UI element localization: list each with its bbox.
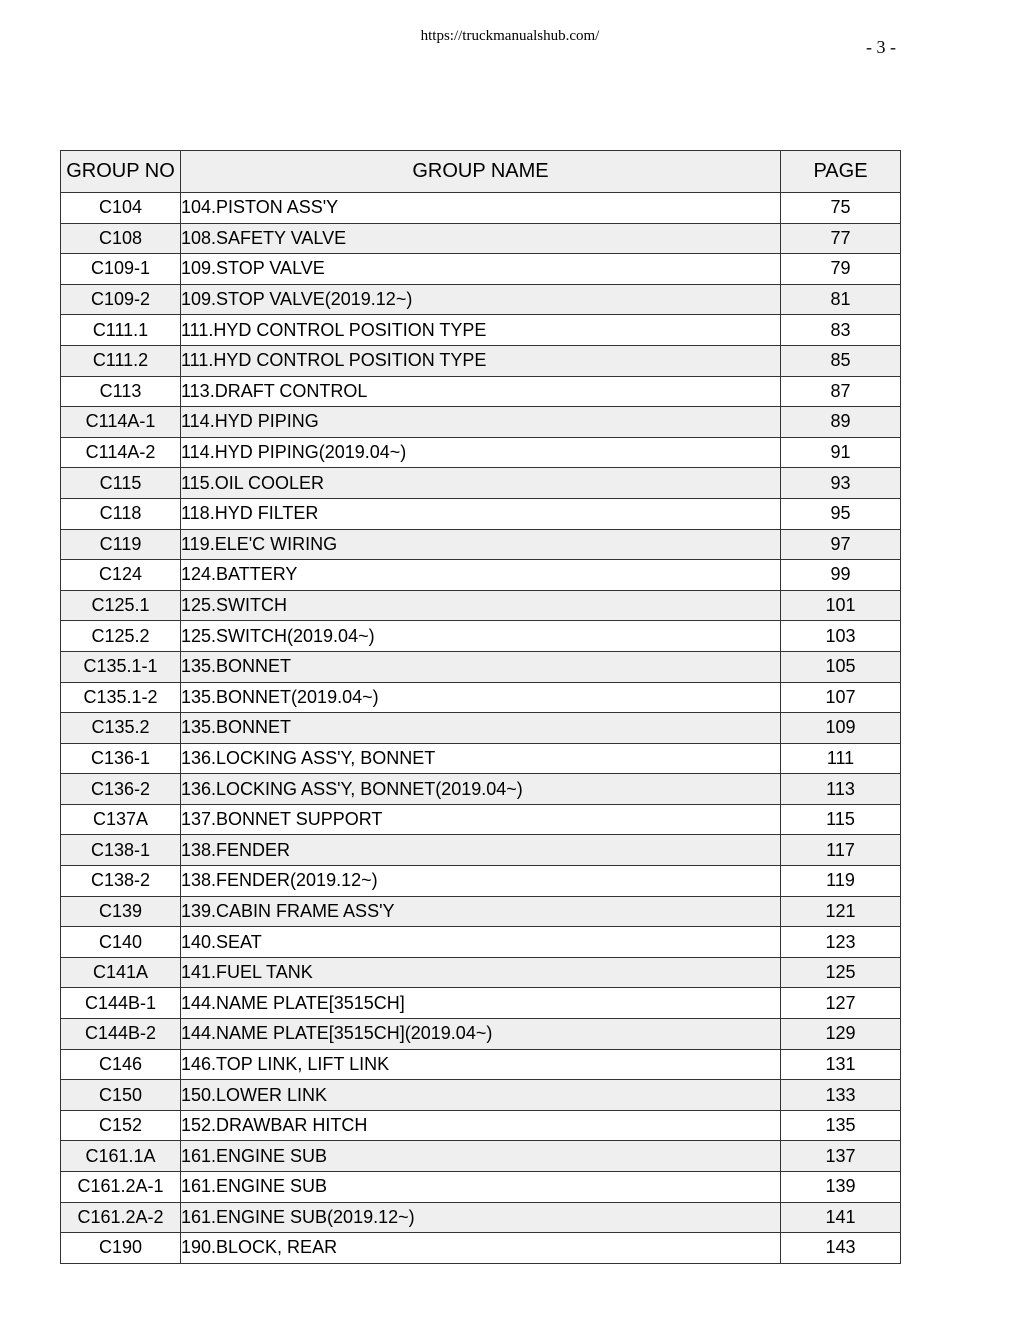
table-row — [61, 560, 901, 591]
table-row — [61, 988, 901, 1019]
group-no-cell: C161.2A-1 — [61, 1172, 181, 1203]
table-row — [61, 1049, 901, 1080]
group-name-cell: 124.BATTERY — [181, 560, 781, 591]
group-name-cell: 114.HYD PIPING — [181, 407, 781, 438]
page-cell: 75 — [781, 193, 901, 224]
group-no-cell: C136-1 — [61, 743, 181, 774]
table-row — [61, 957, 901, 988]
group-name-cell: 109.STOP VALVE(2019.12~) — [181, 284, 781, 315]
table-row — [61, 498, 901, 529]
page-cell: 125 — [781, 957, 901, 988]
group-name-cell: 135.BONNET — [181, 651, 781, 682]
group-name-cell: 146.TOP LINK, LIFT LINK — [181, 1049, 781, 1080]
group-no-cell: C140 — [61, 927, 181, 958]
group-name-cell: 125.SWITCH(2019.04~) — [181, 621, 781, 652]
column-header-group-name: GROUP NAME — [181, 151, 781, 193]
group-no-cell: C146 — [61, 1049, 181, 1080]
table-row — [61, 468, 901, 499]
table-row — [61, 193, 901, 224]
table-row — [61, 407, 901, 438]
group-no-cell: C135.1-2 — [61, 682, 181, 713]
group-name-cell: 144.NAME PLATE[3515CH](2019.04~) — [181, 1019, 781, 1050]
group-no-cell: C115 — [61, 468, 181, 499]
group-name-cell: 190.BLOCK, REAR — [181, 1233, 781, 1264]
page-cell: 91 — [781, 437, 901, 468]
column-header-group-no: GROUP NO — [61, 151, 181, 193]
group-no-cell: C152 — [61, 1110, 181, 1141]
table-row — [61, 223, 901, 254]
page-cell: 129 — [781, 1019, 901, 1050]
page-cell: 137 — [781, 1141, 901, 1172]
table-row — [61, 1080, 901, 1111]
table-row — [61, 804, 901, 835]
group-no-cell: C161.1A — [61, 1141, 181, 1172]
table-row — [61, 529, 901, 560]
group-name-cell: 119.ELE'C WIRING — [181, 529, 781, 560]
group-name-cell: 136.LOCKING ASS'Y, BONNET — [181, 743, 781, 774]
group-no-cell: C114A-1 — [61, 407, 181, 438]
page-cell: 113 — [781, 774, 901, 805]
table-row — [61, 1172, 901, 1203]
table-row — [61, 896, 901, 927]
table-row — [61, 1110, 901, 1141]
page-cell: 131 — [781, 1049, 901, 1080]
group-no-cell: C190 — [61, 1233, 181, 1264]
page-cell: 95 — [781, 498, 901, 529]
group-name-cell: 137.BONNET SUPPORT — [181, 804, 781, 835]
group-no-cell: C104 — [61, 193, 181, 224]
page-cell: 105 — [781, 651, 901, 682]
page-cell: 115 — [781, 804, 901, 835]
table-row — [61, 682, 901, 713]
page-cell: 139 — [781, 1172, 901, 1203]
group-name-cell: 115.OIL COOLER — [181, 468, 781, 499]
page-cell: 93 — [781, 468, 901, 499]
group-no-cell: C119 — [61, 529, 181, 560]
table-body — [61, 193, 901, 1264]
group-no-cell: C135.1-1 — [61, 651, 181, 682]
group-name-cell: 135.BONNET — [181, 713, 781, 744]
group-name-cell: 138.FENDER — [181, 835, 781, 866]
page-cell: 111 — [781, 743, 901, 774]
group-no-cell: C139 — [61, 896, 181, 927]
page-cell: 127 — [781, 988, 901, 1019]
page-cell: 103 — [781, 621, 901, 652]
group-no-cell: C109-2 — [61, 284, 181, 315]
page-cell: 141 — [781, 1202, 901, 1233]
table-row — [61, 590, 901, 621]
table-row — [61, 376, 901, 407]
page-cell: 121 — [781, 896, 901, 927]
page-cell: 89 — [781, 407, 901, 438]
table-row — [61, 315, 901, 346]
page-cell: 83 — [781, 315, 901, 346]
table-row — [61, 437, 901, 468]
page-cell: 109 — [781, 713, 901, 744]
table-header-row — [61, 151, 901, 193]
group-name-cell: 161.ENGINE SUB — [181, 1141, 781, 1172]
group-no-cell: C125.1 — [61, 590, 181, 621]
group-name-cell: 108.SAFETY VALVE — [181, 223, 781, 254]
page-cell: 117 — [781, 835, 901, 866]
group-no-cell: C125.2 — [61, 621, 181, 652]
group-no-cell: C144B-1 — [61, 988, 181, 1019]
column-header-page: PAGE — [781, 151, 901, 193]
table-row — [61, 1233, 901, 1264]
table-row — [61, 345, 901, 376]
group-index-table — [60, 150, 901, 1264]
group-no-cell: C150 — [61, 1080, 181, 1111]
group-no-cell: C114A-2 — [61, 437, 181, 468]
page-cell: 79 — [781, 254, 901, 285]
page-number: - 3 - — [866, 37, 896, 57]
group-name-cell: 138.FENDER(2019.12~) — [181, 866, 781, 897]
source-url: https://truckmanualshub.com/ — [420, 28, 600, 44]
page-cell: 97 — [781, 529, 901, 560]
table-row — [61, 866, 901, 897]
group-no-cell: C111.1 — [61, 315, 181, 346]
group-name-cell: 104.PISTON ASS'Y — [181, 193, 781, 224]
page-cell: 85 — [781, 345, 901, 376]
group-name-cell: 161.ENGINE SUB(2019.12~) — [181, 1202, 781, 1233]
group-name-cell: 161.ENGINE SUB — [181, 1172, 781, 1203]
group-name-cell: 140.SEAT — [181, 927, 781, 958]
group-name-cell: 114.HYD PIPING(2019.04~) — [181, 437, 781, 468]
table-row — [61, 621, 901, 652]
group-no-cell: C138-2 — [61, 866, 181, 897]
table-row — [61, 713, 901, 744]
table-row — [61, 284, 901, 315]
table-row — [61, 1141, 901, 1172]
table-row — [61, 651, 901, 682]
page-cell: 77 — [781, 223, 901, 254]
table-row — [61, 774, 901, 805]
page-cell: 87 — [781, 376, 901, 407]
group-name-cell: 150.LOWER LINK — [181, 1080, 781, 1111]
group-no-cell: C109-1 — [61, 254, 181, 285]
group-no-cell: C111.2 — [61, 345, 181, 376]
table-row — [61, 835, 901, 866]
table-row — [61, 254, 901, 285]
group-no-cell: C161.2A-2 — [61, 1202, 181, 1233]
group-no-cell: C136-2 — [61, 774, 181, 805]
page-cell: 99 — [781, 560, 901, 591]
group-name-cell: 118.HYD FILTER — [181, 498, 781, 529]
group-name-cell: 136.LOCKING ASS'Y, BONNET(2019.04~) — [181, 774, 781, 805]
group-no-cell: C138-1 — [61, 835, 181, 866]
group-name-cell: 113.DRAFT CONTROL — [181, 376, 781, 407]
group-name-cell: 152.DRAWBAR HITCH — [181, 1110, 781, 1141]
group-no-cell: C135.2 — [61, 713, 181, 744]
group-no-cell: C124 — [61, 560, 181, 591]
table-row — [61, 1019, 901, 1050]
page-cell: 135 — [781, 1110, 901, 1141]
group-name-cell: 111.HYD CONTROL POSITION TYPE — [181, 345, 781, 376]
table-row — [61, 927, 901, 958]
group-no-cell: C141A — [61, 957, 181, 988]
page-cell: 143 — [781, 1233, 901, 1264]
group-name-cell: 141.FUEL TANK — [181, 957, 781, 988]
page-cell: 119 — [781, 866, 901, 897]
group-no-cell: C113 — [61, 376, 181, 407]
group-name-cell: 111.HYD CONTROL POSITION TYPE — [181, 315, 781, 346]
page-cell: 101 — [781, 590, 901, 621]
table-row — [61, 743, 901, 774]
table-row — [61, 1202, 901, 1233]
group-name-cell: 135.BONNET(2019.04~) — [181, 682, 781, 713]
group-no-cell: C118 — [61, 498, 181, 529]
page-cell: 81 — [781, 284, 901, 315]
group-name-cell: 139.CABIN FRAME ASS'Y — [181, 896, 781, 927]
group-no-cell: C144B-2 — [61, 1019, 181, 1050]
group-no-cell: C108 — [61, 223, 181, 254]
page-cell: 123 — [781, 927, 901, 958]
group-name-cell: 109.STOP VALVE — [181, 254, 781, 285]
page-cell: 133 — [781, 1080, 901, 1111]
group-no-cell: C137A — [61, 804, 181, 835]
group-name-cell: 144.NAME PLATE[3515CH] — [181, 988, 781, 1019]
page-cell: 107 — [781, 682, 901, 713]
group-name-cell: 125.SWITCH — [181, 590, 781, 621]
